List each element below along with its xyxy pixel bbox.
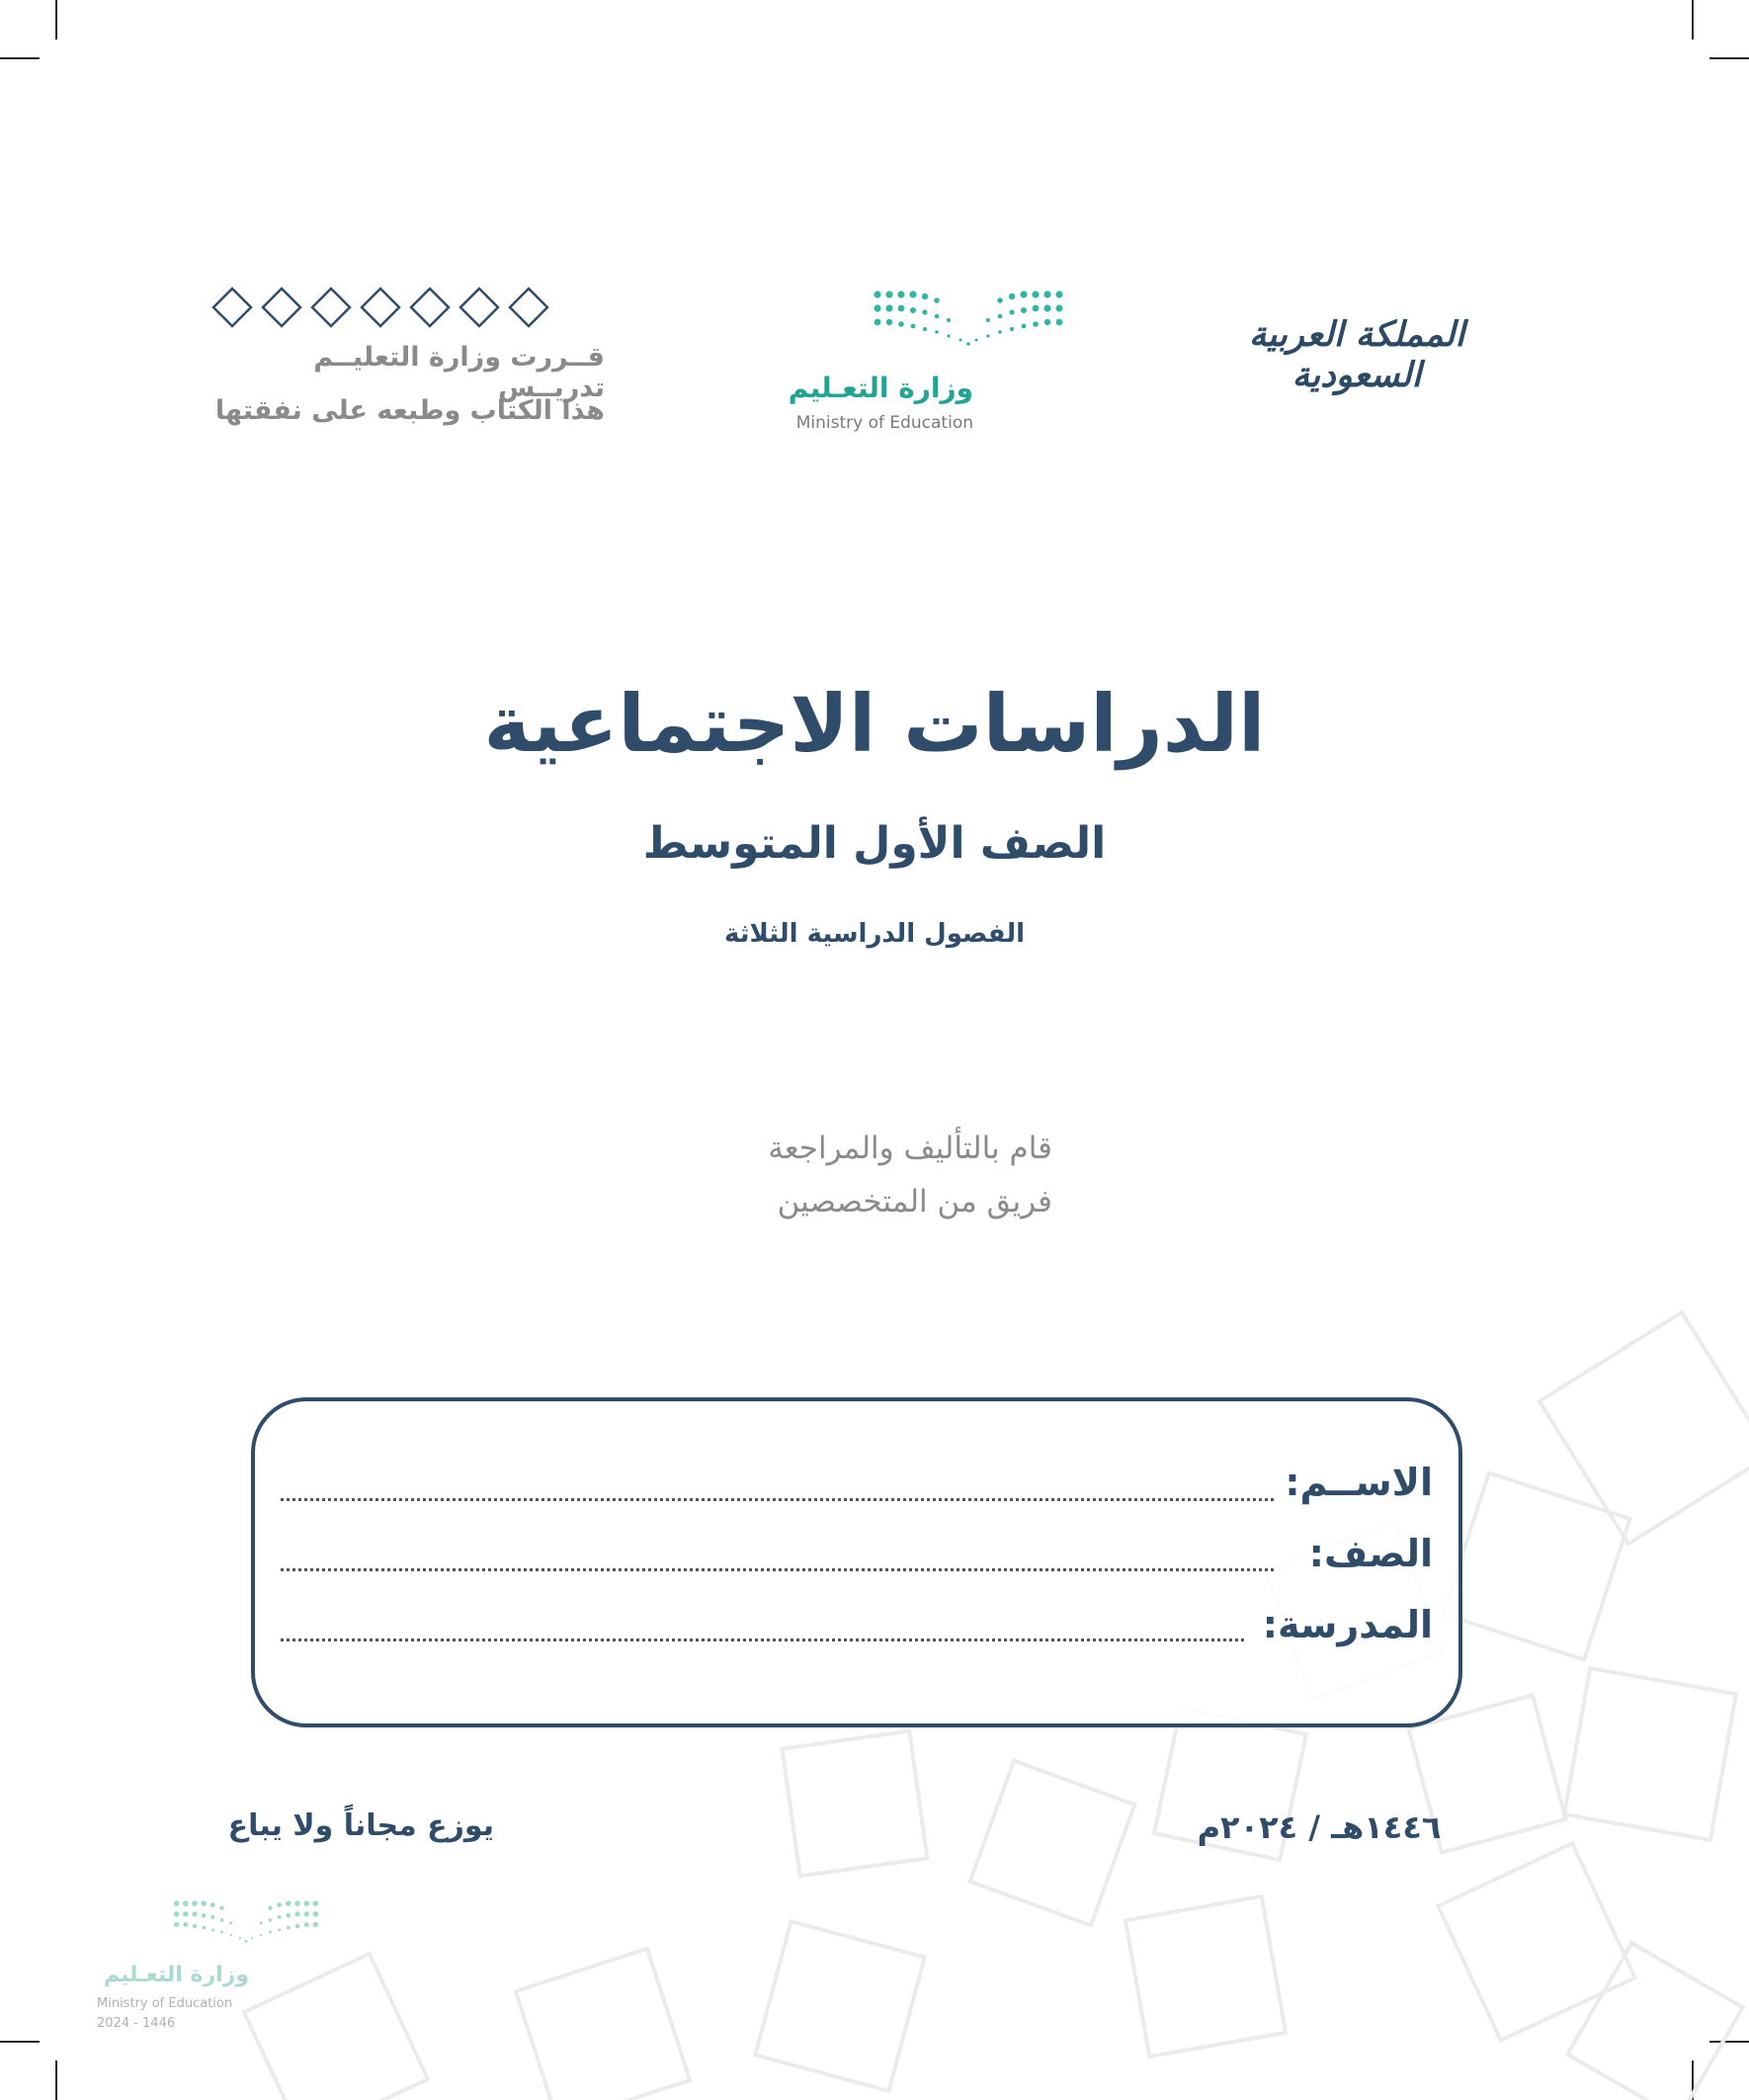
class-field[interactable]	[281, 1568, 1274, 1571]
small-ministry-name-ar: وزارة التعـليم	[103, 1963, 249, 1987]
name-label: الاســم:	[1285, 1461, 1433, 1504]
small-ministry-name-en: Ministry of Education	[97, 1996, 233, 2011]
book-title: الدراسات الاجتماعية	[483, 678, 1266, 770]
diamond-ornament	[211, 287, 552, 328]
publication-year: ١٤٤٦هـ / ٢٠٢٤م	[1197, 1808, 1442, 1846]
school-field[interactable]	[281, 1638, 1244, 1641]
free-distribution-note: يوزع مجاناً ولا يباع	[227, 1808, 494, 1843]
ministry-name-ar: وزارة التعـليم	[788, 372, 973, 404]
kingdom-calligraphy-logo: المملكة العربية السعودية	[1248, 314, 1465, 395]
authors-line-1: قام بالتأليف والمراجعة	[768, 1131, 1052, 1166]
grade-title: الصف الأول المتوسط	[642, 818, 1107, 869]
terms-subtitle: الفصول الدراسية الثلاثة	[723, 919, 1026, 949]
ministry-name-en: Ministry of Education	[795, 413, 973, 433]
approval-line-2: هذا الكتاب وطبعه على نفقتها	[214, 395, 605, 426]
class-label: الصف:	[1308, 1532, 1433, 1575]
name-field[interactable]	[281, 1498, 1274, 1501]
small-year: 2024 - 1446	[97, 2016, 176, 2031]
small-ministry-logo-dots-icon	[170, 1897, 322, 1949]
ministry-logo-dots-icon	[870, 287, 1067, 354]
authors-line-2: فريق من المتخصصين	[777, 1184, 1052, 1219]
school-label: المدرسة:	[1262, 1603, 1433, 1646]
approval-line-1: قــررت وزارة التعليــم تدريــس	[313, 342, 605, 403]
